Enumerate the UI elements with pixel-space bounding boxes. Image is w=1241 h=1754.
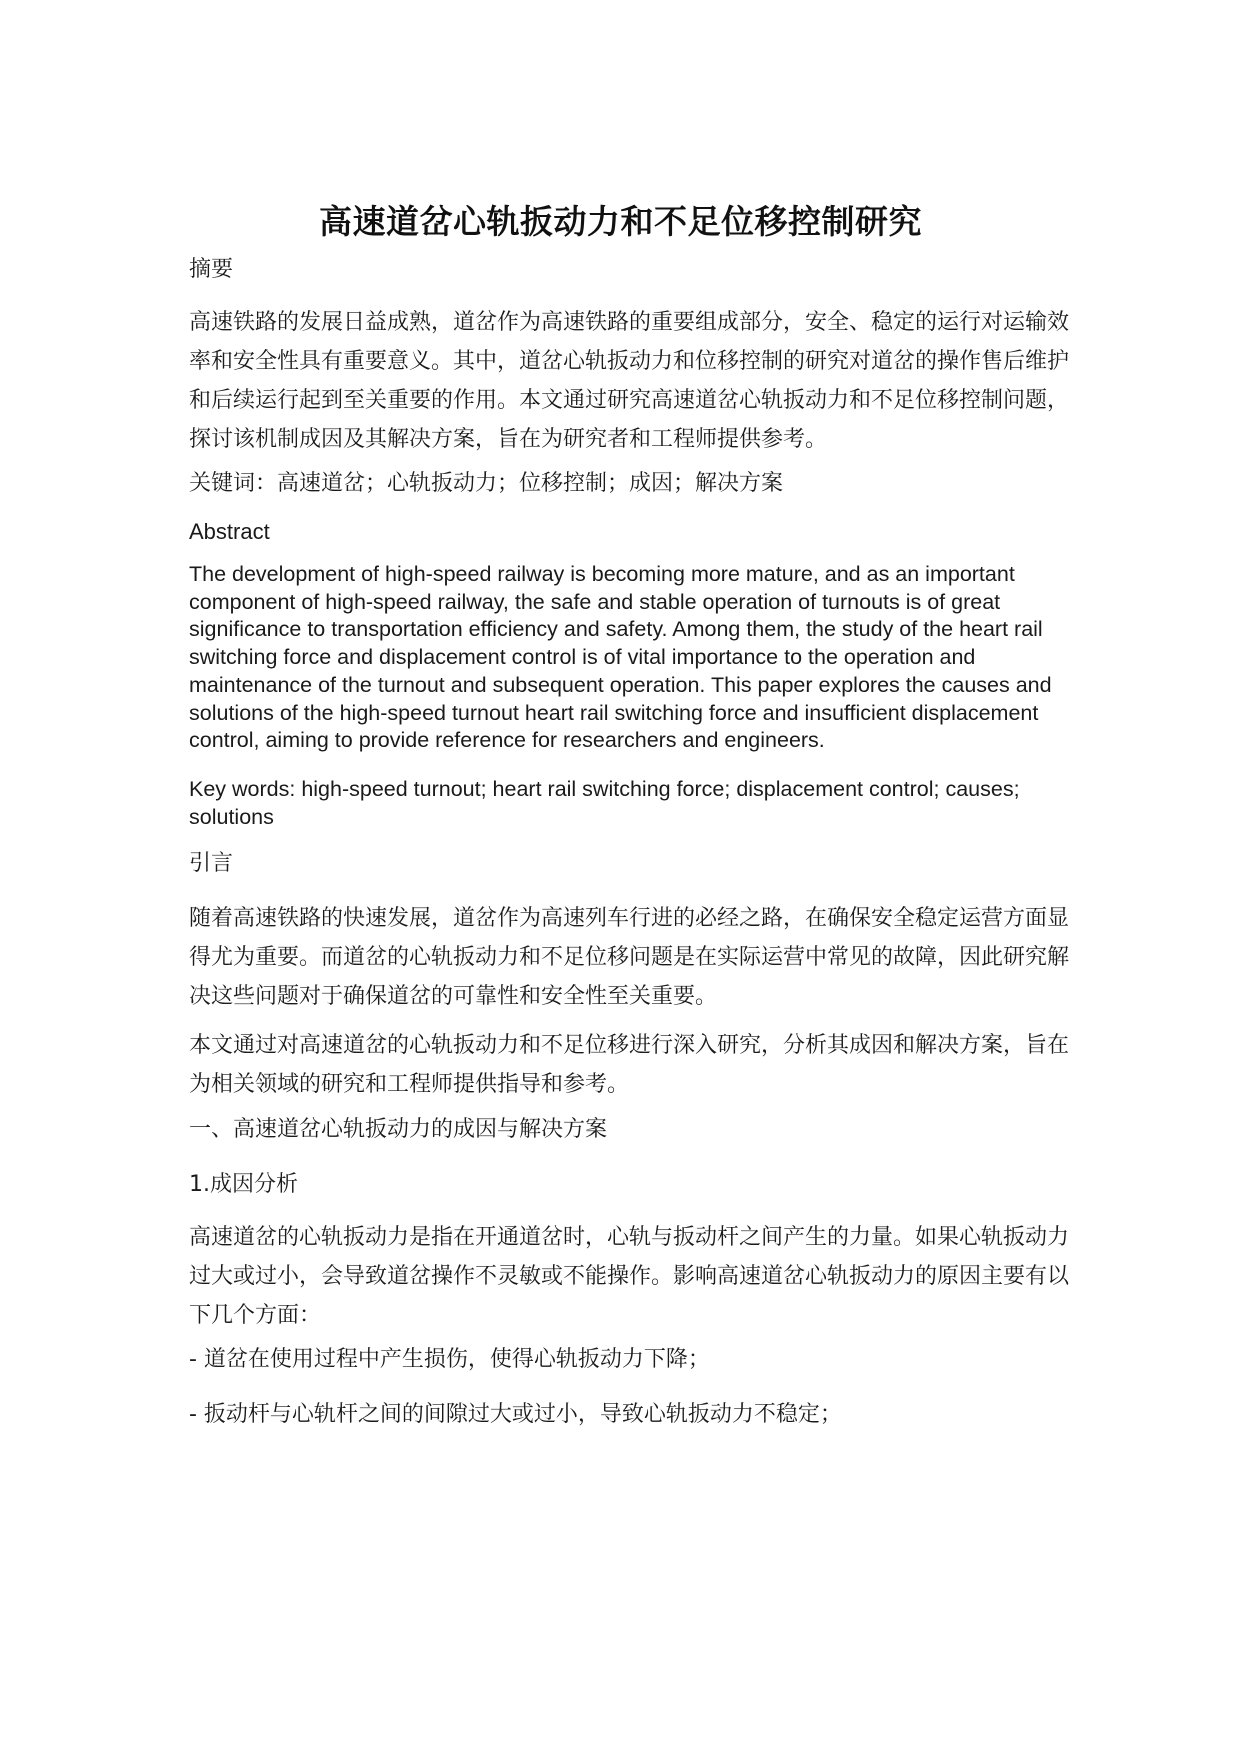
section-1-heading: 一、高速道岔心轨扳动力的成因与解决方案 xyxy=(189,1117,608,1142)
abstract-cn-body: 高速铁路的发展日益成熟，道岔作为高速铁路的重要组成部分，安全、稳定的运行对运输效率和安全性具有重要意义。其中，道岔心轨扳动力和位移控制的研究对道岔的操作售后维护和后续运行起到至关重要的作用。本文通过研究高速道岔心轨扳动力和不足位移控制问题，探讨该机制成因及其解决方案，旨在为研究者和工程师提供参考。 xyxy=(189,310,1070,452)
abstract-en-heading: Abstract xyxy=(189,519,270,544)
intro-paragraph-1: 随着高速铁路的快速发展，道岔作为高速列车行进的必经之路，在确保安全稳定运营方面显得尤为重要。而道岔的心轨扳动力和不足位移问题是在实际运营中常见的故障，因此研究解决这些问题对于确保道岔的可靠性和安全性至关重要。 xyxy=(189,906,1070,1009)
section-1-1-heading: 1.成因分析 xyxy=(189,1172,298,1197)
abstract-en-body: The development of high-speed railway is becoming more mature, and as an important component of high-speed railway, the safe and stable operation of turnouts is of great significance to transportation efficiency and safety. Among them, the study of the heart rail switching force and displacement control is of vital importance to the operation and maintenance of the turnout and subsequent operation. This paper explores the causes and solutions of the high-speed turnout heart rail switching force and insufficient displacement control, aiming to provide reference for researchers and engineers. xyxy=(189,562,1052,753)
intro-heading: 引言 xyxy=(189,851,234,876)
abstract-cn-heading: 摘要 xyxy=(189,257,234,282)
list-item: - 道岔在使用过程中产生损伤，使得心轨扳动力下降； xyxy=(189,1347,710,1372)
abstract-cn-keywords: 关键词：高速道岔；心轨扳动力；位移控制；成因；解决方案 xyxy=(189,471,784,496)
section-1-1-body: 高速道岔的心轨扳动力是指在开通道岔时，心轨与扳动杆之间产生的力量。如果心轨扳动力过大或过小，会导致道岔操作不灵敏或不能操作。影响高速道岔心轨扳动力的原因主要有以下几个方面： xyxy=(189,1225,1070,1328)
list-item: - 扳动杆与心轨杆之间的间隙过大或过小，导致心轨扳动力不稳定； xyxy=(189,1402,842,1427)
abstract-en-keywords: Key words: high-speed turnout; heart rail switching force; displacement control; causes; solutions xyxy=(189,777,1020,829)
intro-paragraph-2: 本文通过对高速道岔的心轨扳动力和不足位移进行深入研究，分析其成因和解决方案，旨在为相关领域的研究和工程师提供指导和参考。 xyxy=(189,1033,1070,1097)
paper-title: 高速道岔心轨扳动力和不足位移控制研究 xyxy=(319,202,922,242)
